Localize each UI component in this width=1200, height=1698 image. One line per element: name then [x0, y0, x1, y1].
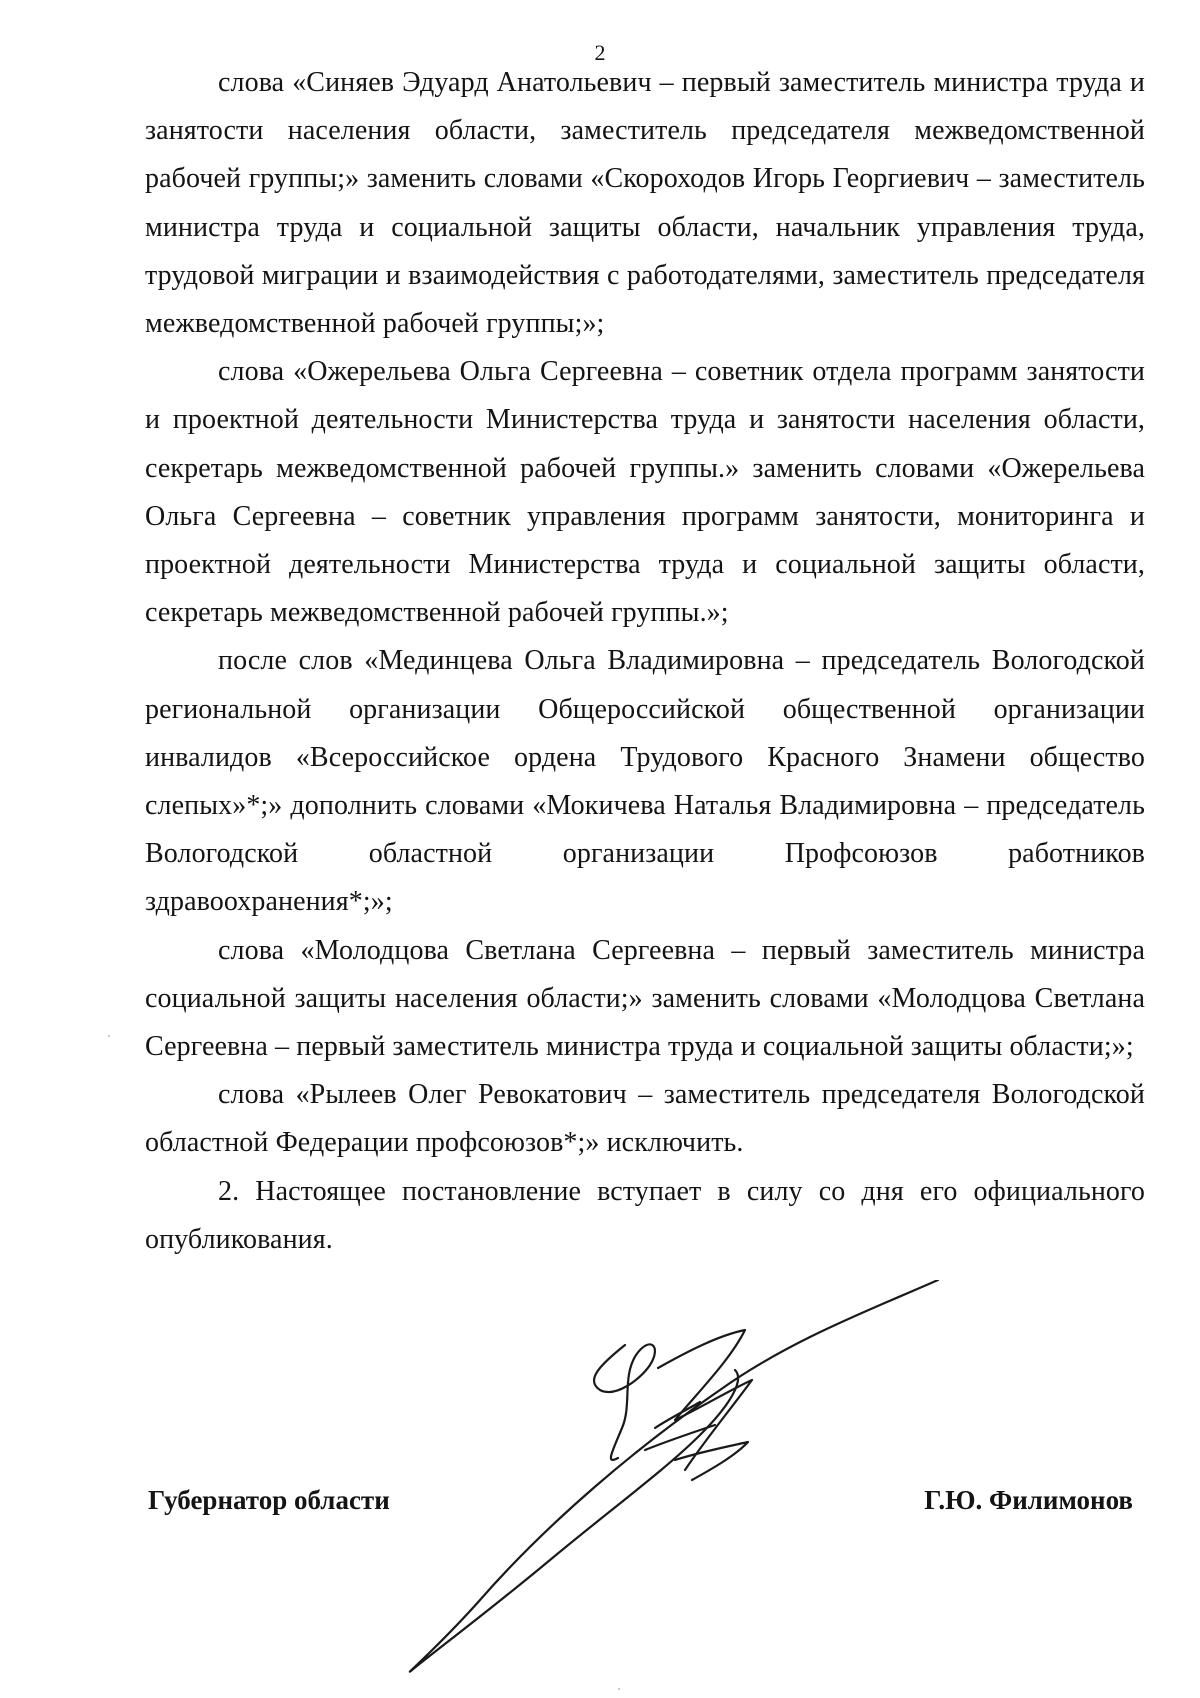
signatory-name: Г.Ю. Филимонов [924, 1485, 1133, 1515]
paragraph-replace-deputy-chair: слова «Синяев Эдуард Анатольевич – первый заместитель министра труда и занятости населения области, заместитель председателя межведомственной рабочей группы;» заменить словами «Скороходов Игорь Георгиевич – заместитель министра труда и социальной защиты области, начальник управления труда, трудовой миграции и взаимодействия с работодателями, заместитель председателя межведомственной рабочей группы;»; [145, 67, 1145, 340]
document-body [145, 59, 1145, 1264]
margin-speck [618, 1688, 620, 1690]
paragraph-add-member: после слов «Мединцева Ольга Владимировна – председатель Вологодской региональной организации Общероссийской общественной организации инвалидов «Всероссийское ордена Трудового Красного Знамени общество слепых»*;» дополнить словами «Мокичева Наталья Владимировна – председатель Вологодской областной организации Профсоюзов работников здравоохранения*;»; [145, 645, 1145, 918]
paragraph-effective-date: 2. Настоящее постановление вступает в силу со дня его официального опубликования. [145, 1175, 1145, 1255]
paragraph-replace-secretary: слова «Ожерельева Ольга Сергеевна – советник отдела программ занятости и проектной деятельности Министерства труда и занятости населения области, секретарь межведомственной рабочей группы.» заменить словами «Ожерельева Ольга Сергеевна – советник управления программ занятости, мониторинга и проектной деятельности Министерства труда и социальной защиты области, секретарь межведомственной рабочей группы.»; [145, 356, 1145, 629]
margin-speck [108, 1035, 110, 1037]
page-number: 2 [594, 40, 606, 65]
signature-strokes [410, 1280, 938, 1672]
signatory-position: Губернатор области [148, 1485, 390, 1515]
paragraph-replace-member: слова «Молодцова Светлана Сергеевна – первый заместитель министра социальной защиты населения области;» заменить словами «Молодцова Светлана Сергеевна – первый заместитель министра труда и социальной защиты области;»; [145, 934, 1145, 1063]
handwritten-signature [400, 1280, 960, 1680]
paragraph-exclude-member: слова «Рылеев Олег Ревокатович – заместитель председателя Вологодской областной Федерации профсоюзов*;» исключить. [145, 1079, 1145, 1159]
